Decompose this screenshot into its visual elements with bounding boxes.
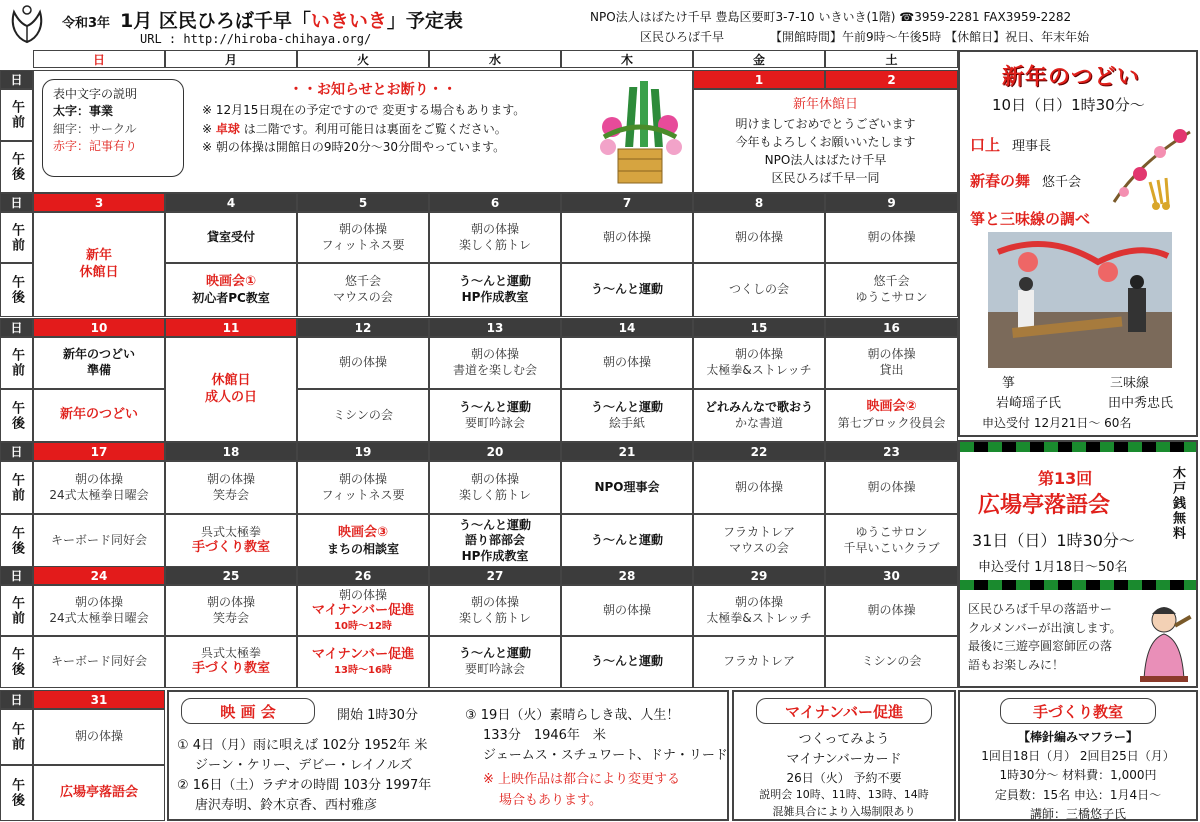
day-4-am — [165, 212, 297, 263]
mynumber-body — [734, 730, 954, 820]
day-19-pm — [297, 514, 429, 568]
movie-2: ② 16日（土）ラヂオの時間 103分 1997年 — [177, 778, 432, 794]
day-31-pm: 広場亭落語会 — [33, 765, 165, 821]
cell-line: 朝の体操 — [734, 594, 783, 609]
rakugo-desc-2: クルメンバーが出演します。 — [968, 620, 1122, 635]
day-13-am — [429, 337, 561, 389]
mynumber-line-5: 混雑具合により入場制限あり — [772, 804, 916, 818]
day-26-pm — [297, 636, 429, 688]
craft-body — [960, 728, 1196, 822]
day-18-am — [165, 461, 297, 514]
day-17-am — [33, 461, 165, 514]
day-12-am — [297, 337, 429, 389]
cell-line: まちの相談室 — [326, 541, 399, 556]
cell-line: う～んと運動 — [590, 654, 663, 669]
cell-line: 映画会① — [205, 273, 256, 289]
week4-pm-label: 午後 — [0, 636, 33, 688]
week0-day-label: 日 — [0, 70, 33, 89]
cell-line: 太極拳&ストレッチ — [706, 363, 812, 377]
day-28-am — [561, 585, 693, 636]
cell-line: フィットネス要 — [321, 487, 405, 502]
cell-line: HP作成教室 — [461, 290, 529, 304]
party-date: 10日（日）1時30分～ — [992, 96, 1145, 114]
cell-line: 笑寿会 — [212, 610, 249, 625]
date-29: 29 — [693, 566, 825, 585]
rakugo-apply: 申込受付 1月18日～50名 — [978, 560, 1128, 575]
cell-line: フィットネス要 — [321, 237, 405, 252]
date-19: 19 — [297, 442, 429, 461]
day-23-pm — [825, 514, 958, 568]
week3-pm-label: 午後 — [0, 514, 33, 568]
day-17-pm — [33, 514, 165, 568]
cell-line: マイナンバー促進 — [311, 647, 415, 663]
week0-pm-label: 午後 — [0, 141, 33, 193]
performer-2-name: 田中秀忠氏 — [1108, 396, 1174, 411]
rakugo-desc-1: 区民ひろば千早の落語サー — [968, 602, 1113, 616]
url-link[interactable]: URL : http://hiroba-chihaya.org/ — [140, 32, 372, 46]
week1-day-label: 日 — [0, 193, 33, 212]
cell-line: NPO理事会 — [594, 479, 660, 494]
cell-line: フラカトレア — [722, 654, 795, 669]
cell-line: 貸出 — [879, 363, 904, 377]
day-15-pm — [693, 389, 825, 442]
cell-line: 楽しく筋トレ — [458, 487, 531, 502]
week4-day-label: 日 — [0, 566, 33, 585]
cell-line: 要町吟詠会 — [464, 662, 525, 676]
org-info: NPO法人はばたけ千早 豊島区要町3-7-10 いきいき(1階) ☎3959-2281 FAX3959-2282 — [590, 10, 1072, 24]
rakugo-number: 第13回 — [1038, 469, 1093, 488]
cell-line: 悠千会 — [873, 274, 910, 289]
movie-box — [167, 690, 729, 821]
cell-line: 朝の体操 — [602, 229, 651, 244]
cell-line: 手づくり教室 — [191, 540, 270, 556]
new-year-party-panel — [958, 50, 1198, 437]
cell-line: 呉式太極拳 — [200, 645, 261, 660]
day-9-am — [825, 212, 958, 263]
cell-line: 朝の体操 — [867, 479, 916, 494]
date-15: 15 — [693, 318, 825, 337]
date-7: 7 — [561, 193, 693, 212]
day-20-am — [429, 461, 561, 514]
cell-line: 笑寿会 — [212, 487, 249, 502]
date-14: 14 — [561, 318, 693, 337]
date-17: 17 — [33, 442, 165, 461]
craft-box — [958, 690, 1198, 821]
newyear-line-1: 明けましておめでとうございます — [735, 116, 916, 131]
day-8-pm — [693, 263, 825, 317]
day-20-pm — [429, 514, 561, 568]
cell-line: 朝の体操 — [867, 229, 916, 244]
cell-line: う～んと運動 — [590, 533, 663, 548]
date-8: 8 — [693, 193, 825, 212]
date-25: 25 — [165, 566, 297, 585]
day-14-pm — [561, 389, 693, 442]
cell-line: 朝の体操 — [470, 471, 519, 486]
cell-line: 太極拳&ストレッチ — [706, 610, 812, 625]
dayname-0: 日 — [33, 50, 165, 68]
cell-line: かな書道 — [734, 415, 783, 430]
craft-line-2: 1回目18日（月） 2回目25日（月） — [981, 749, 1175, 764]
day-22-pm — [693, 514, 825, 568]
cell-line: ミシンの会 — [333, 407, 393, 422]
date-12: 12 — [297, 318, 429, 337]
cell-line: 映画会② — [866, 399, 917, 415]
day-6-am — [429, 212, 561, 263]
cell-line: 新年のつどい — [62, 347, 135, 362]
week2-pm-label: 午後 — [0, 389, 33, 442]
legend-bold: 太字：事業 — [53, 104, 114, 119]
rakugo-free-admission: 木戸銭無料 — [1170, 466, 1185, 541]
mynumber-line-1: つくってみよう — [798, 732, 890, 747]
date-3: 3 — [33, 193, 165, 212]
cell-line: 書道を楽しむ会 — [452, 363, 537, 377]
kadomatsu-icon — [594, 77, 686, 189]
day-31-am: 朝の体操 — [33, 709, 165, 765]
day-6-pm — [429, 263, 561, 317]
movie-title: 映 画 会 — [181, 698, 315, 724]
movie-1-cast: ジーン・ケリー、デビー・レイノルズ — [195, 758, 413, 774]
cell-line: 準備 — [86, 363, 111, 377]
koto-performance-photo — [988, 232, 1172, 368]
cell-line: 第七ブロック役員会 — [837, 416, 946, 431]
cell-line: う～んと運動 — [458, 274, 531, 289]
cell-line: 楽しく筋トレ — [458, 610, 531, 625]
notice-line-2a: ※ — [202, 121, 216, 136]
cell-line: どれみんなで歌おう — [704, 399, 813, 414]
day-24-am — [33, 585, 165, 636]
week1-am-label: 午前 — [0, 212, 33, 263]
date-13: 13 — [429, 318, 561, 337]
week5-day-label: 日 — [0, 690, 33, 709]
legend-box — [42, 79, 184, 177]
cell-line: 朝の体操 — [74, 471, 123, 486]
cell-line: 24式太極拳日曜会 — [49, 610, 149, 625]
cell-line: う～んと運動 — [458, 517, 531, 532]
title-highlight: いきいき — [310, 10, 387, 32]
day-10-am — [33, 337, 165, 389]
day-18-pm — [165, 514, 297, 568]
day-3-closed — [33, 212, 165, 317]
date-4: 4 — [165, 193, 297, 212]
cell-line: 朝の体操 — [206, 471, 255, 486]
title-suffix: 」予定表 — [386, 10, 463, 32]
cell-line: 10時～12時 — [334, 621, 392, 633]
movie-3-cast: ジェームス・スチュワート、ドナ・リード — [483, 748, 728, 764]
movie-3-info: 133分 1946年 米 — [483, 728, 606, 744]
date-23: 23 — [825, 442, 958, 461]
date-16: 16 — [825, 318, 958, 337]
date-20: 20 — [429, 442, 561, 461]
cell-line: 朝の体操 — [602, 602, 651, 617]
cell-line: 朝の体操 — [74, 594, 123, 609]
week3-am-label: 午前 — [0, 461, 33, 514]
cell-line: 楽しく筋トレ — [458, 237, 531, 252]
cell-line: 語り部部会 — [464, 533, 525, 548]
week5-pm-label: 午後 — [0, 765, 33, 821]
notice-body — [202, 101, 525, 157]
org-name: 区民ひろば千早 — [640, 30, 725, 44]
cell-line: ミシンの会 — [861, 654, 922, 669]
movie-3: ③ 19日（火）素晴らしき哉、人生！ — [465, 708, 680, 723]
party-apply: 申込受付 12月21日～ 60名 — [982, 416, 1132, 430]
dayname-3: 水 — [429, 50, 561, 68]
cell-line: キーボード同好会 — [50, 533, 147, 548]
date-31: 31 — [33, 690, 165, 709]
day-12-pm — [297, 389, 429, 442]
cell-line: 貸室受付 — [206, 229, 255, 244]
craft-line-3: 1時30分～ 材料費：1,000円 — [999, 768, 1157, 783]
day-21-pm — [561, 514, 693, 568]
dayname-1: 月 — [165, 50, 297, 68]
decor-bar-bottom — [960, 580, 1196, 590]
party-item-2-title: 新春の舞 — [970, 172, 1031, 190]
day-29-pm — [693, 636, 825, 688]
date-26: 26 — [297, 566, 429, 585]
week5-am-label: 午前 — [0, 709, 33, 765]
movie-1: ① 4日（月）雨に唄えば 102分 1952年 米 — [177, 738, 428, 753]
cell-line: 朝の体操 — [867, 602, 916, 617]
cell-line: 朝の体操 — [206, 594, 255, 609]
day-7-pm — [561, 263, 693, 317]
cell-line: 朝の体操 — [338, 587, 387, 602]
day-25-pm — [165, 636, 297, 688]
cell-line: 24式太極拳日曜会 — [49, 487, 149, 502]
week2-day-label: 日 — [0, 318, 33, 337]
closed-label: 新年 — [85, 247, 112, 263]
cell-line: 朝の体操 — [470, 347, 519, 362]
cell-line: う～んと運動 — [590, 399, 663, 414]
movie-start: 開始 1時30分 — [337, 708, 418, 723]
cell-line: う～んと運動 — [458, 399, 531, 414]
cell-line: ゆうこサロン — [855, 525, 928, 540]
notice-area — [33, 70, 693, 193]
cell-line: 朝の体操 — [338, 355, 387, 370]
week4-am-label: 午前 — [0, 585, 33, 636]
day-9-pm — [825, 263, 958, 317]
cell-line: 朝の体操 — [602, 355, 651, 370]
movie-note-1: ※ 上映作品は都合により変更する — [483, 772, 681, 788]
party-item-2-by: 悠千会 — [1042, 175, 1082, 190]
day-13-pm — [429, 389, 561, 442]
party-title: 新年のつどい — [1002, 65, 1141, 90]
cell-line: う～んと運動 — [590, 282, 663, 297]
mynumber-line-4: 説明会 10時、11時、13時、14時 — [759, 788, 929, 801]
cell-line: 朝の体操 — [734, 347, 783, 362]
day-26-am — [297, 585, 429, 636]
date-1: 1 — [693, 70, 825, 89]
rakugo-performer-icon — [1134, 600, 1194, 684]
day-30-pm — [825, 636, 958, 688]
legend-red: 赤字：記事有り — [53, 139, 138, 154]
day-19-am — [297, 461, 429, 514]
party-item-1-title: 口上 — [970, 136, 1001, 154]
party-item-1-by: 理事長 — [1012, 139, 1052, 154]
dayname-6: 土 — [825, 50, 958, 68]
newyear-line-2: 今年もよろしくお願いいたします — [735, 134, 916, 149]
rakugo-description — [968, 600, 1121, 674]
notice-table-tennis: 卓球 — [215, 121, 240, 136]
week1-pm-label: 午後 — [0, 263, 33, 317]
day-29-am — [693, 585, 825, 636]
day-27-am — [429, 585, 561, 636]
cell-line: 朝の体操 — [470, 221, 519, 236]
movie-list-1 — [177, 736, 431, 817]
cell-line: マウスの会 — [333, 290, 393, 304]
movie-2-cast: 唐沢寿明、鈴木京香、西村雅彦 — [195, 798, 378, 814]
notice-line-1: ※ 12月15日現在の予定ですので 変更する場合もあります。 — [202, 103, 526, 117]
day-5-pm — [297, 263, 429, 317]
craft-line-4: 定員数：15名 申込：1月4日～ — [994, 787, 1162, 802]
date-28: 28 — [561, 566, 693, 585]
movie-note-2: 場合もあります。 — [499, 792, 602, 808]
cell-line: 新年のつどい — [59, 407, 138, 423]
cell-line: 手づくり教室 — [191, 661, 270, 677]
day-16-am — [825, 337, 958, 389]
date-24: 24 — [33, 566, 165, 585]
mynumber-box — [732, 690, 956, 821]
day-30-am — [825, 585, 958, 636]
date-10: 10 — [33, 318, 165, 337]
era-label: 令和3年 — [62, 16, 111, 31]
legend-thin: 細字：サークル — [53, 121, 137, 136]
date-2: 2 — [825, 70, 958, 89]
party-item-1 — [970, 134, 1051, 155]
cell-line: 朝の体操 — [734, 229, 783, 244]
cell-line: つくしの会 — [728, 282, 789, 297]
week3-day-label: 日 — [0, 442, 33, 461]
newyear-message — [693, 89, 958, 193]
bird-logo-icon — [6, 2, 48, 46]
plum-blossom-icon — [1110, 122, 1194, 212]
party-item-3: 箏と三味線の調べ — [970, 210, 1091, 228]
week0-am-label: 午前 — [0, 89, 33, 141]
day-4-pm — [165, 263, 297, 317]
dayname-4: 木 — [561, 50, 693, 68]
day-21-am — [561, 461, 693, 514]
notice-title: ・・お知らせとお断り・・ — [289, 82, 457, 98]
dayname-5: 金 — [693, 50, 825, 68]
day-28-pm — [561, 636, 693, 688]
cell-line: 朝の体操 — [338, 221, 387, 236]
date-22: 22 — [693, 442, 825, 461]
date-5: 5 — [297, 193, 429, 212]
rakugo-panel — [958, 440, 1198, 688]
cell-line: 朝の体操 — [867, 347, 916, 362]
day-24-pm — [33, 636, 165, 688]
week2-am-label: 午前 — [0, 337, 33, 389]
cell-line: 初心者PC教室 — [192, 290, 270, 305]
opening-hours: 【開館時間】午前9時～午後5時 【休館日】祝日、年末年始 — [770, 30, 1090, 44]
cell-line: フラカトレア — [722, 525, 795, 540]
cell-line: マウスの会 — [729, 541, 789, 555]
day-14-am — [561, 337, 693, 389]
date-30: 30 — [825, 566, 958, 585]
cell-line: 13時～16時 — [334, 664, 392, 676]
newyear-title: 新年休館日 — [792, 97, 858, 113]
craft-title: 手づくり教室 — [1000, 698, 1156, 724]
day-25-am — [165, 585, 297, 636]
cell-line: 絵手紙 — [608, 415, 645, 430]
cell-line: 悠千会 — [344, 274, 381, 289]
cell-line: マイナンバー促進 — [311, 603, 415, 619]
newyear-line-4: 区民ひろば千早一同 — [771, 170, 880, 185]
cell-line: ゆうこサロン — [855, 290, 928, 304]
cell-line: 千早いこいクラブ — [843, 541, 940, 555]
cell-line: 朝の体操 — [338, 471, 387, 486]
rakugo-date: 31日（日）1時30分～ — [972, 531, 1135, 550]
notice-line-3: ※ 朝の体操は開館日の9時20分～30分間やっています。 — [202, 140, 506, 155]
page-title — [62, 6, 463, 33]
day-5-am — [297, 212, 429, 263]
day-8-am — [693, 212, 825, 263]
decor-bar-top — [960, 442, 1196, 452]
date-21: 21 — [561, 442, 693, 461]
cell-line: 映画会③ — [337, 524, 388, 540]
date-9: 9 — [825, 193, 958, 212]
cell-line: 朝の体操 — [470, 594, 519, 609]
mynumber-line-2: マイナンバーカード — [786, 751, 902, 767]
closed-label: 成人の日 — [204, 389, 257, 405]
dayname-2: 火 — [297, 50, 429, 68]
performer-1-role: 箏 — [1002, 376, 1016, 391]
day-10-pm — [33, 389, 165, 442]
rakugo-title: 広場亭落語会 — [978, 493, 1111, 518]
day-27-pm — [429, 636, 561, 688]
day-16-pm — [825, 389, 958, 442]
performer-1-name: 岩崎瑶子氏 — [996, 396, 1062, 411]
cell-line: キーボード同好会 — [50, 654, 147, 669]
day-11-closed — [165, 337, 297, 442]
closed-label: 休館日 — [211, 372, 251, 388]
craft-line-5: 講師：三橋悠子氏 — [1029, 806, 1126, 821]
day-7-am — [561, 212, 693, 263]
party-item-2 — [970, 170, 1081, 191]
date-6: 6 — [429, 193, 561, 212]
notice-line-2b: は二階です。利用可能日は裏面をご覧ください。 — [239, 121, 507, 136]
closed-label: 休館日 — [79, 264, 119, 280]
rakugo-desc-3: 最後に三遊亭圓窓師匠の落 — [968, 639, 1113, 654]
date-27: 27 — [429, 566, 561, 585]
movie-list-2 — [465, 706, 728, 811]
title-prefix: 1月 区民ひろば千早「 — [120, 10, 311, 32]
day-15-am — [693, 337, 825, 389]
cell-line: 朝の体操 — [734, 479, 783, 494]
legend-title: 表中文字の説明 — [53, 87, 138, 101]
performer-2-role: 三味線 — [1110, 376, 1150, 391]
mynumber-title: マイナンバー促進 — [756, 698, 932, 724]
cell-line: う～んと運動 — [458, 646, 531, 661]
rakugo-desc-4: 語もお楽しみに！ — [968, 657, 1065, 672]
date-11: 11 — [165, 318, 297, 337]
cell-line: 呉式太極拳 — [200, 524, 261, 539]
mynumber-line-3: 26日（火） 予約不要 — [786, 771, 902, 785]
date-18: 18 — [165, 442, 297, 461]
notice-line-2 — [202, 120, 525, 139]
day-22-am — [693, 461, 825, 514]
newyear-line-3: NPO法人はばたけ千早 — [764, 152, 887, 167]
craft-line-1: 【棒針編みマフラー】 — [1017, 730, 1138, 744]
day-23-am — [825, 461, 958, 514]
cell-line: HP作成教室 — [461, 548, 529, 563]
cell-line: 要町吟詠会 — [464, 415, 525, 430]
